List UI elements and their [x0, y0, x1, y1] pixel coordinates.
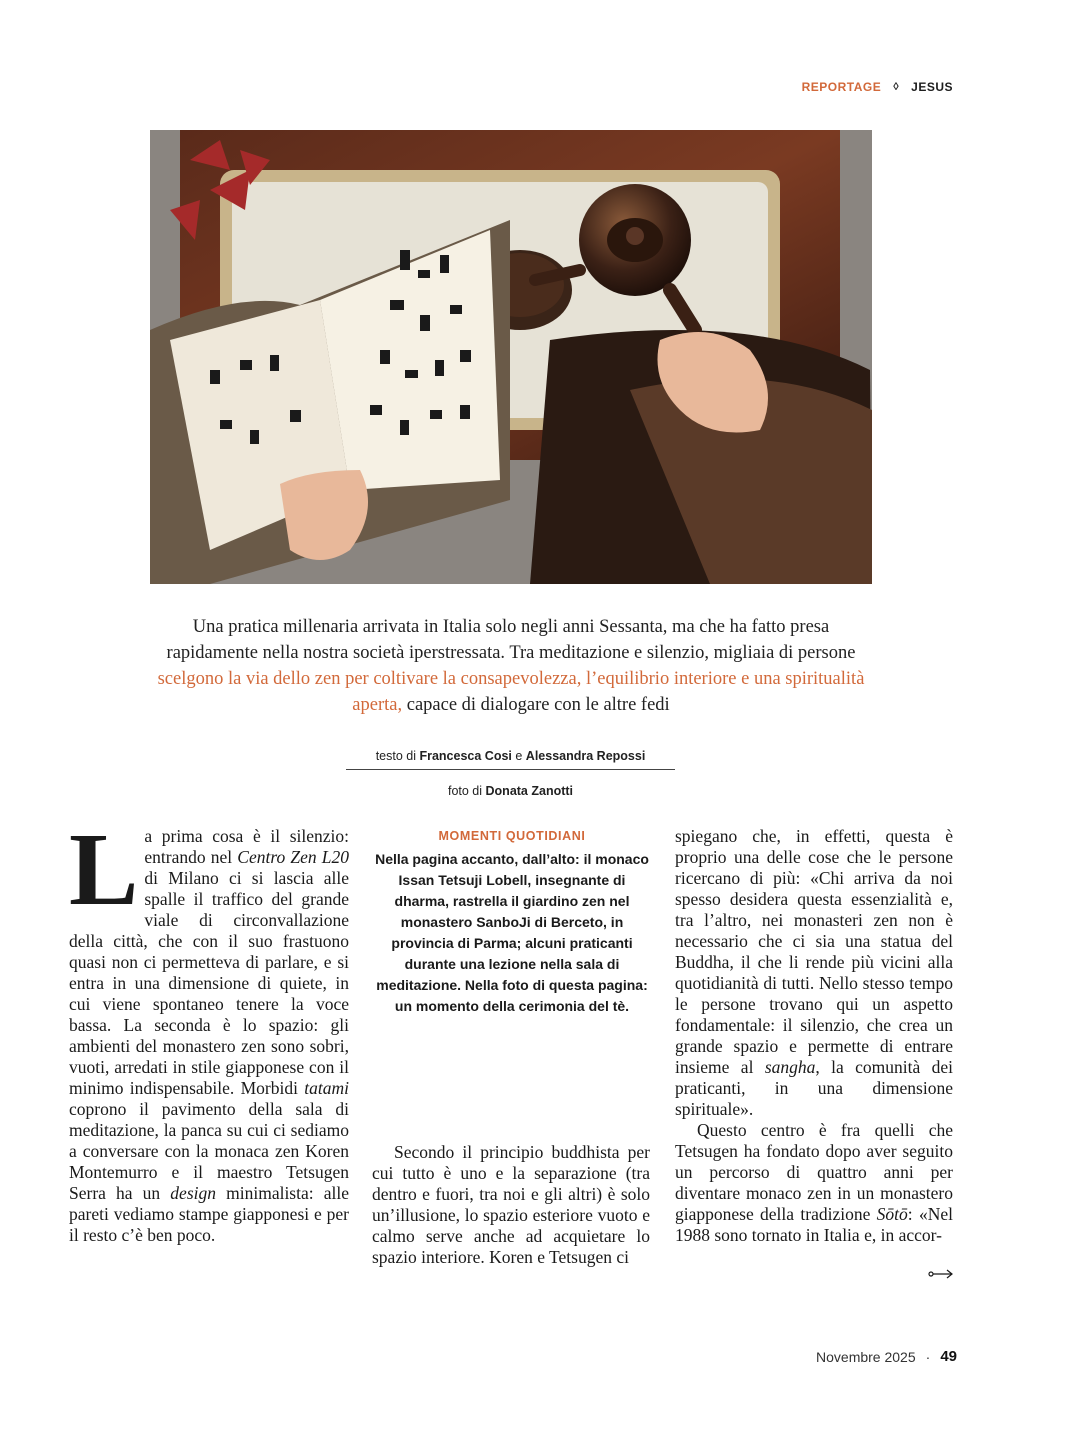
body-italic: Sōtō: [876, 1204, 908, 1224]
caption-text: Nella pagina accanto, dall’alto: il monaco Issan Tetsuji Lobell, insegnante di dharma, rastrella il giardino zen nel monastero SanboJi di Berceto, in provincia di Parma; alcuni praticanti durante una lezione nella sala di meditazione. Nella foto di questa pagina: un momento della cerimonia del tè.: [375, 851, 649, 1014]
byline-prefix: testo di: [375, 749, 420, 763]
footer-dot: ·: [925, 1348, 931, 1365]
body-text: a prima cosa è il silenzio: entrando nel: [144, 826, 349, 867]
body-italic: sangha: [764, 1057, 816, 1077]
article-paragraph: Secondo il principio buddhista per cui tutto è uno e la separazione (tra dentro e fuori, tra noi e gli altri) è solo un’illusione, lo spazio esteriore vuoto e calmo serve anche ad acquietare lo spazio interiore. Koren e Tetsugen ci: [372, 1142, 650, 1267]
diamond-separator: ◊: [893, 81, 900, 93]
body-text: di Milano ci si lascia alle spalle il traffico del grande viale di circonvallazione della città, che con il suo frastuono quasi non ci permetteva di parlare, e si entra in una dimensione di quiete, in cui viene spontaneo tenere la voce bassa. La seconda è lo spazio: gli ambienti del monastero zen sono sobri, vuoti, arredati in stile giapponese con il minimo indispensabile. Morbidi: [69, 868, 349, 1098]
author-name: Alessandra Repossi: [525, 749, 646, 763]
body-italic: design: [170, 1183, 216, 1203]
article-paragraph: [675, 1120, 953, 1246]
standfirst-highlight: scelgono la via dello zen per coltivare la consapevolezza, l’equilibrio interiore e una spiritualità aperta,: [157, 669, 865, 715]
body-text: spiegano che, in effetti, questa è proprio una delle cose che le persone ricercano di più: «Chi arriva da noi spesso desidera questa essenzialità e, tra l’altro, nei monasteri zen non è necessario che ci sia una statua del Buddha, il che li rende più vicini alla quotidianità di tutti. Nello stesso tempo le persone trovano qui un aspetto fondamentale: il silenzio, che crea un grande spazio e permette di entrare insieme al: [675, 826, 953, 1077]
byline-photographer: [346, 770, 675, 798]
body-text: : «Nel 1988 sono tornato in Italia e, in accor-: [675, 1204, 953, 1245]
body-italic: tatami: [304, 1078, 349, 1098]
article-paragraph: [675, 826, 953, 1120]
running-header: [802, 80, 953, 94]
byline-conjunction: e: [511, 749, 526, 763]
caption-kicker: MOMENTI QUOTIDIANI: [438, 829, 586, 843]
standfirst-text: Una pratica millenaria arrivata in Italia solo negli anni Sessanta, ma che ha fatto presa rapidamente nella nostra società iperstressata. Tra meditazione e silenzio, migliaia di persone: [166, 617, 856, 663]
tea-ceremony-photo: [150, 130, 872, 584]
page-number: 49: [940, 1348, 957, 1365]
article-column-1: [69, 812, 349, 1246]
issue-date: Novembre 2025: [816, 1348, 916, 1365]
drop-cap: L: [69, 812, 139, 927]
body-text: , la comunità dei praticanti, in una dimensione spirituale».: [675, 1057, 953, 1119]
article-paragraph: [69, 812, 349, 1246]
photographer-name: Donata Zanotti: [485, 784, 574, 798]
standfirst-text-end: capace di dialogare con le altre fedi: [402, 695, 670, 715]
body-italic: Centro Zen L20: [237, 847, 349, 867]
body-text: coprono il pavimento della sala di meditazione, la panca su cui ci sediamo a conversare con la monaca zen Koren Montemurro e il maestro Tetsugen Serra ha un: [69, 1099, 349, 1203]
photo-prefix: foto di: [447, 784, 486, 798]
article-column-2: [372, 1142, 650, 1268]
body-text: Questo centro è fra quelli che Tetsugen ha fondato dopo aver seguito un percorso di quattro anni per diventare monaco zen in un monastero giapponese della tradizione: [675, 1120, 953, 1224]
section-label: REPORTAGE: [801, 80, 882, 94]
publication-name: JESUS: [911, 80, 953, 94]
article-column-3: [675, 826, 953, 1246]
page-footer: [816, 1348, 957, 1365]
continue-arrow-icon: [928, 1267, 954, 1281]
byline: [346, 749, 675, 798]
body-text: minimalista: alle pareti vediamo stampe giapponesi e per il resto c’è ben poco.: [69, 1183, 349, 1245]
standfirst: [150, 614, 872, 718]
byline-authors: [346, 749, 675, 770]
author-name: Francesca Cosi: [419, 749, 512, 763]
photo-caption-box: [372, 829, 652, 1017]
